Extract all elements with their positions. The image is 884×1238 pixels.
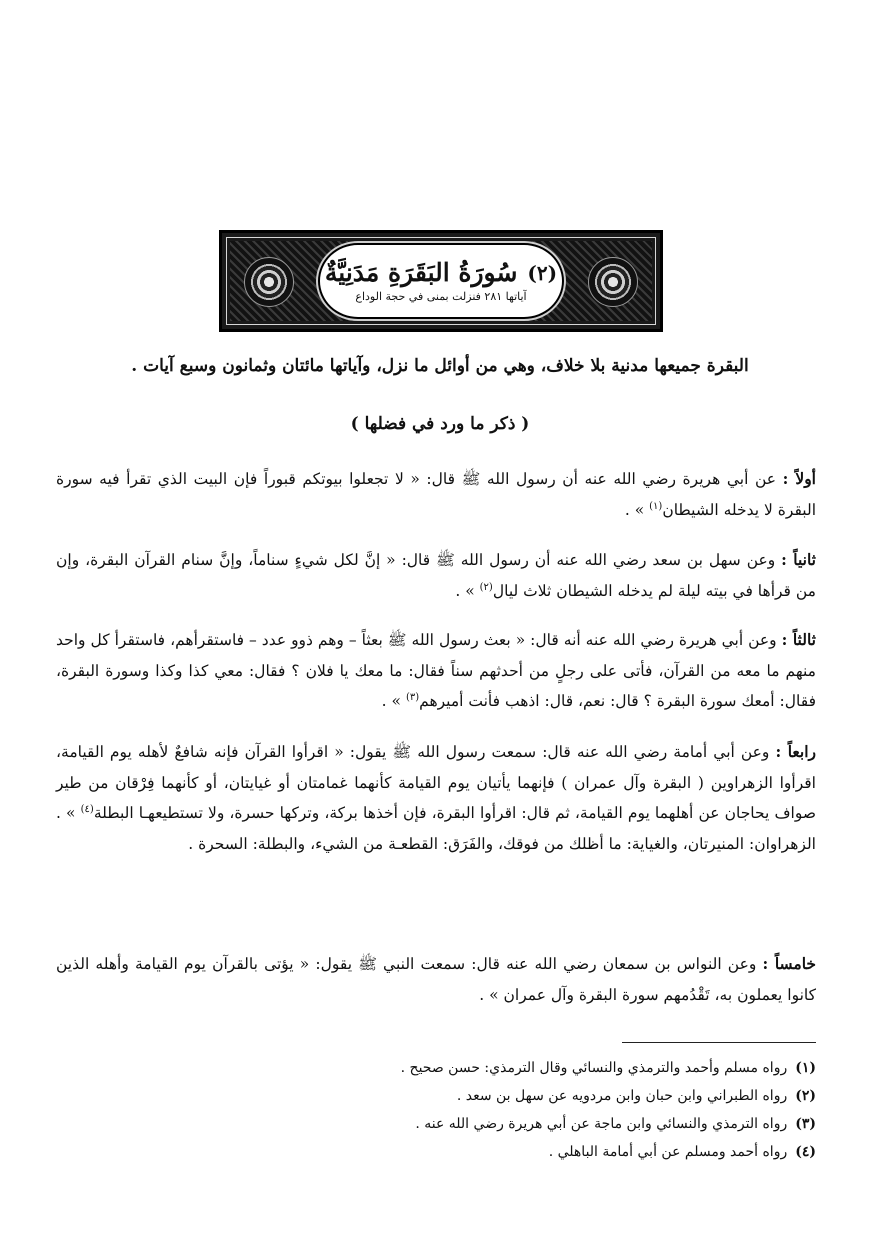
paragraph-lead: رابعاً : [775,742,816,761]
footnote-item [56,1082,816,1110]
footnotes-list [56,1054,816,1166]
surah-cartouche [318,243,564,319]
paragraph-lead: ثالثاً : [781,630,816,649]
footnote-number: (٤) [795,1144,816,1160]
paragraph-fourth [56,737,816,859]
paragraph-text: وعن أبي هريرة رضي الله عنه أنه قال: « بعث رسول الله ﷺ بعثاً – وهم ذوو عدد – فاستقرأهم، فاستقرأ كل واحد منهم ما معه من القرآن، فأتى على رجلٍ من أحدثهم سناً فقال: ما معك يا فلان ؟ فقال: معي كذا وكذا وسورة البقرة، فقال: أمعك سورة البقرة ؟ قال: نعم، قال: اذهب فأنت أميرهم [56,631,816,710]
paragraph-text: وعن سهل بن سعد رضي الله عنه أن رسول الله ﷺ قال: « إنَّ لكل شيءٍ سناماً، وإنَّ سنام القرآن البقرة، وإن من قرأها في بيته ليلة لم يدخله الشيطان ثلاث ليال [56,551,816,600]
footnote-divider [622,1042,816,1043]
footnote-text: رواه أحمد ومسلم عن أبي أمامة الباهلي . [548,1144,788,1160]
footnote-item [56,1054,816,1082]
footnote-ref[interactable]: (٣) [405,691,420,703]
paragraph-second [56,545,816,606]
surah-number: (٢) [527,260,558,285]
paragraph-lead: ثانياً : [781,550,816,569]
footnote-number: (٣) [795,1116,816,1132]
paragraph-text: وعن النواس بن سمعان رضي الله عنه قال: سمعت النبي ﷺ يقول: « يؤتى بالقرآن يوم القيامة وأهله الذين كانوا يعملون به، تَقْدُمهم سورة البقرة وآل عمران » . [56,955,816,1004]
footnote-number: (٢) [795,1088,816,1104]
surah-header-ornament [219,230,663,332]
paragraph-text: وعن أبي أمامة رضي الله عنه قال: سمعت رسول الله ﷺ يقول: « اقرأوا القرآن فإنه شافعٌ لأهله يوم القيامة، اقرأوا الزهراوين ( البقرة وآل عمران ) فإنهما يأتيان يوم القيامة كأنهما غمامتان أو غيايتان، أو كأنهما فِرْقان من طير صواف يحاجان عن أهلهما يوم القيامة، ثم قال: اقرأوا البقرة، فإن أخذها بركة، وتركها حسرة، ولا تستطيعهـا البطلة [56,743,816,822]
footnote-number: (١) [795,1060,816,1076]
paragraph-tail: » . [381,692,406,710]
footnote-text: رواه الترمذي والنسائي وابن ماجة عن أبي هريرة رضي الله عنه . [415,1116,788,1132]
surah-subline: آياتها ٢٨١ فنزلت بمنى في حجة الوداع [355,290,527,304]
surah-intro: البقرة جميعها مدنية بلا خلاف، وهي من أوائل ما نزل، وآياتها مائتان وثمانون وسبع آيات . [131,356,749,376]
paragraph-tail: » . [455,581,480,600]
footnote-item [56,1110,816,1138]
paragraph-lead: أولاً : [782,469,816,488]
paragraph-first [56,464,816,525]
rosette-right-icon [588,257,638,307]
footnote-text: رواه مسلم وأحمد والترمذي والنسائي وقال الترمذي: حسن صحيح . [400,1060,788,1076]
section-title: ( ذكر ما ورد في فضلها ) [350,414,530,434]
paragraph-text: عن أبي هريرة رضي الله عنه أن رسول الله ﷺ قال: « لا تجعلوا بيوتكم قبوراً فإن البيت الذي تقرأ فيه سورة البقرة لا يدخله الشيطان [56,470,816,519]
paragraph-tail: » . [624,500,650,519]
surah-title: سُورَةُ البَقَرَةِ مَدَنِيَّةٌ [324,257,518,287]
paragraph-tail: » . الزهراوان: المنيرتان، والغياية: ما أظلك من فوقك، والفَرَق: القطعـة من الشيء، والبطلة: السحرة . [56,804,816,853]
rosette-left-icon [244,257,294,307]
surah-title-row [325,259,557,287]
footnote-ref[interactable]: (١) [649,500,663,512]
footnote-item [56,1138,816,1166]
paragraph-third [56,625,816,717]
footnote-ref[interactable]: (٤) [80,803,94,815]
footnote-ref[interactable]: (٢) [479,581,493,593]
paragraph-fifth [56,949,816,1010]
footnote-text: رواه الطبراني وابن حبان وابن مردويه عن سهل بن سعد . [456,1088,788,1104]
paragraph-lead: خامساً : [762,954,816,973]
